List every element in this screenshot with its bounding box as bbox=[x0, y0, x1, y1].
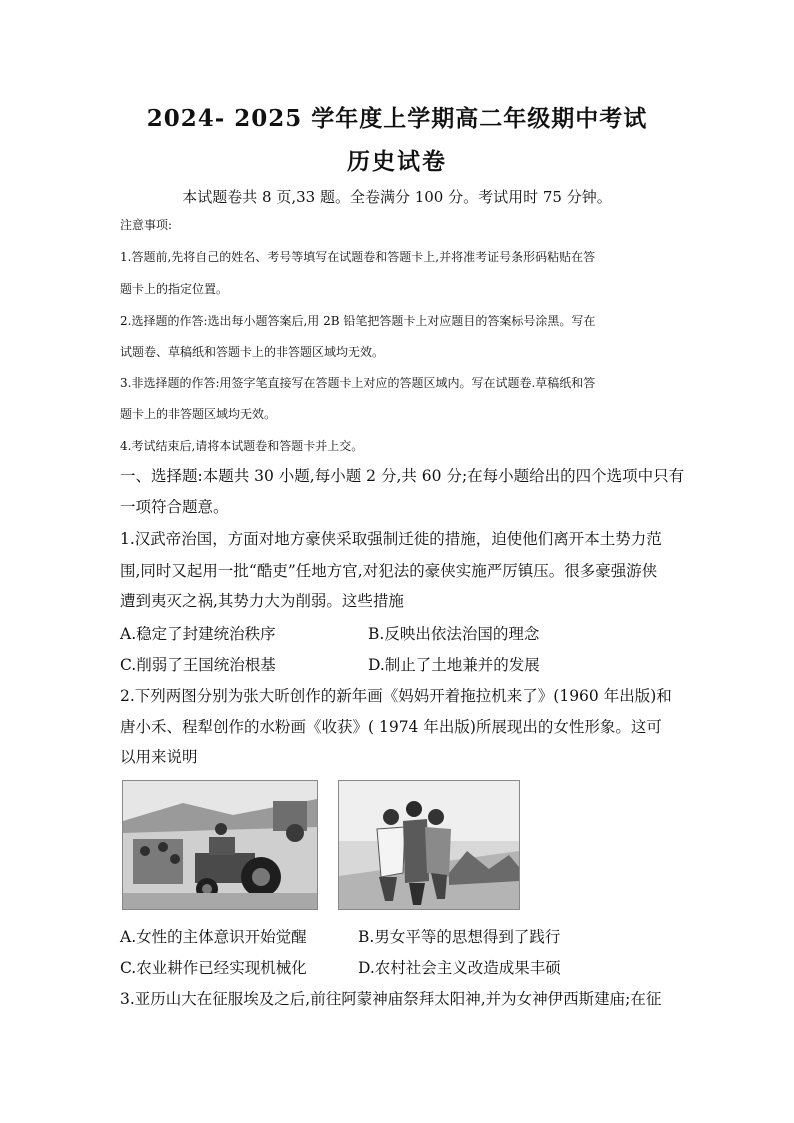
q2-line1: 2.下列两图分别为张大昕创作的新年画《妈妈开着拖拉机来了》(1960 年出版)和 bbox=[120, 687, 672, 705]
q1-option-a: A.稳定了封建统治秩序 bbox=[120, 625, 276, 643]
notice-item-2a: 2.选择题的作答:选出每小题答案后,用 2B 铅笔把答题卡上对应题目的答案标号涂黑。写在 bbox=[120, 314, 596, 328]
painting-harvest-image bbox=[338, 780, 520, 910]
painting-tractor-svg bbox=[123, 781, 317, 909]
section-heading-line1: 一、选择题:本题共 30 小题,每小题 2 分,共 60 分;在每小题给出的四个选项中只有 bbox=[120, 467, 685, 485]
q1-line2: 围,同时又起用一批“酷吏”任地方官,对犯法的豪侠实施严厉镇压。很多豪强游侠 bbox=[120, 562, 658, 580]
q1-option-c: C.削弱了王国统治根基 bbox=[120, 656, 276, 674]
exam-subject: 历史试卷 bbox=[347, 148, 447, 175]
q1-line1: 1.汉武帝治国，方面对地方豪侠采取强制迁徙的措施，迫使他们离开本土势力范 bbox=[120, 530, 662, 548]
notice-item-1b: 题卡上的指定位置。 bbox=[120, 282, 229, 296]
exam-title: 2024- 2025 学年度上学期高二年级期中考试 bbox=[146, 105, 648, 132]
painting-harvest-svg bbox=[339, 781, 519, 909]
q1-line3: 遭到夷灭之祸,其势力大为削弱。这些措施 bbox=[120, 592, 404, 610]
q2-line3: 以用来说明 bbox=[120, 748, 198, 766]
q1-option-d: D.制止了土地兼并的发展 bbox=[368, 656, 540, 674]
q2-option-b: B.男女平等的思想得到了践行 bbox=[358, 928, 561, 946]
q1-option-b: B.反映出依法治国的理念 bbox=[368, 625, 540, 643]
exam-info: 本试题卷共 8 页,33 题。全卷满分 100 分。考试用时 75 分钟。 bbox=[182, 188, 612, 206]
notice-item-4: 4.考试结束后,请将本试题卷和答题卡并上交。 bbox=[120, 439, 364, 453]
painting-tractor-image bbox=[122, 780, 318, 910]
q3-line1: 3.亚历山大在征服埃及之后,前往阿蒙神庙祭拜太阳神,并为女神伊西斯建庙;在征 bbox=[120, 990, 662, 1008]
q2-option-d: D.农村社会主义改造成果丰硕 bbox=[358, 959, 561, 977]
q2-line2: 唐小禾、程犁创作的水粉画《收获》( 1974 年出版)所展现出的女性形象。这可 bbox=[120, 718, 662, 736]
notice-item-3b: 题卡上的非答题区域均无效。 bbox=[120, 407, 277, 421]
q2-option-a: A.女性的主体意识开始觉醒 bbox=[120, 928, 307, 946]
section-heading-line2: 一项符合题意。 bbox=[120, 498, 229, 516]
notice-item-1a: 1.答题前,先将自己的姓名、考号等填写在试题卷和答题卡上,并将准考证号条形码粘贴在答 bbox=[120, 250, 596, 264]
notice-item-3a: 3.非选择题的作答:用签字笔直接写在答题卡上对应的答题区域内。写在试题卷.草稿纸和答 bbox=[120, 376, 596, 390]
notice-item-2b: 试题卷、草稿纸和答题卡上的非答题区域均无效。 bbox=[120, 345, 385, 359]
notice-heading: 注意事项: bbox=[120, 218, 173, 232]
q2-option-c: C.农业耕作已经实现机械化 bbox=[120, 959, 307, 977]
